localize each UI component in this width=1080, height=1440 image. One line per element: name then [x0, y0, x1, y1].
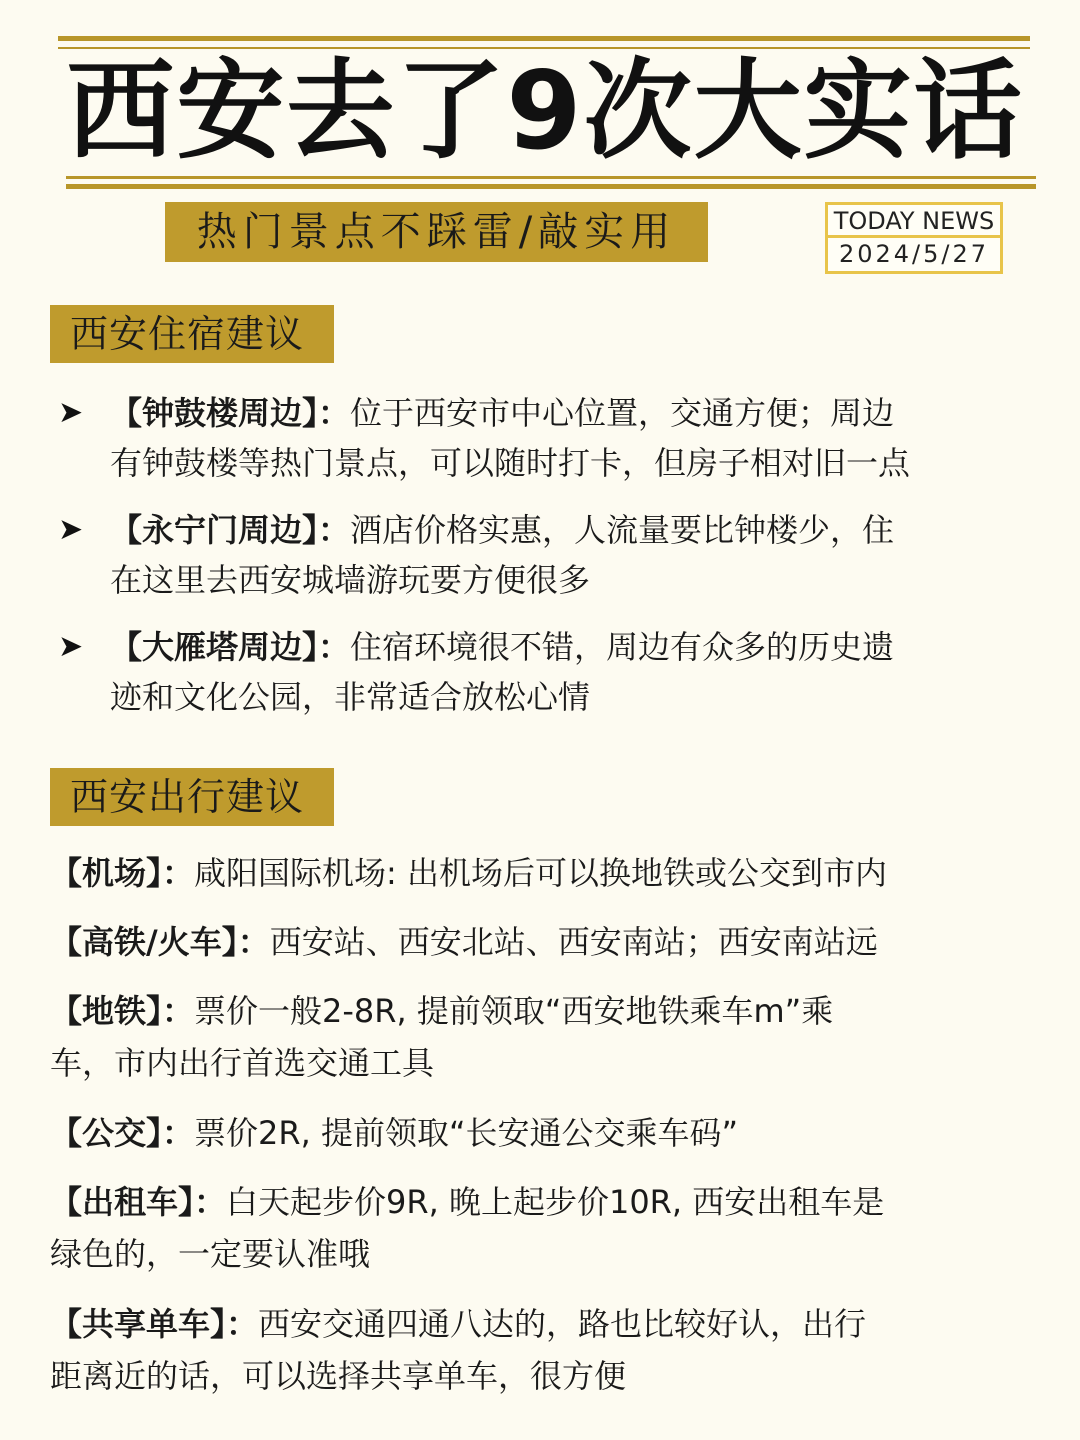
news-label: TODAY NEWS [828, 205, 1000, 238]
news-date: 2024/5/27 [838, 240, 990, 268]
arrow-bullet-icon: ➤ [58, 629, 84, 664]
transport-item-label: 【共享单车】： [50, 1305, 259, 1343]
transport-item-text: 咸阳国际机场: 出机场后可以换地铁或公交到市内 [194, 854, 887, 892]
section-heading-lodging: 西安住宿建议 [50, 305, 334, 363]
transport-item-text: 白天起步价9R, 晚上起步价10R, 西安出租车是 [226, 1183, 885, 1221]
section-heading-transport: 西安出行建议 [50, 768, 334, 826]
transport-item [50, 1298, 1025, 1402]
arrow-bullet-icon: ➤ [58, 395, 84, 430]
header-rule-bottom-thin [66, 176, 1036, 179]
page-title: 西安去了9次大实话 [66, 49, 1024, 174]
lodging-item [58, 505, 1018, 605]
transport-item-label: 【地铁】： [50, 992, 195, 1030]
lodging-item-text: 位于西安市中心位置，交通方便；周边 [350, 394, 895, 432]
transport-item-label: 【公交】： [50, 1114, 195, 1152]
lodging-item-text-cont: 在这里去西安城墙游玩要方便很多 [110, 561, 591, 599]
transport-item [50, 847, 1025, 899]
transport-item-text-cont: 距离近的话，可以选择共享单车，很方便 [50, 1357, 627, 1395]
transport-item [50, 1176, 1025, 1280]
transport-item [50, 1107, 1025, 1159]
transport-item-text-cont: 绿色的，一定要认准哦 [50, 1235, 371, 1273]
transport-item-text: 西安交通四通八达的，路也比较好认，出行 [258, 1305, 867, 1343]
lodging-item [58, 622, 1018, 722]
transport-item [50, 916, 1025, 968]
transport-item [50, 985, 1025, 1089]
today-news-box [825, 202, 1003, 274]
header-rule-bottom-thick [66, 184, 1036, 189]
transport-item-label: 【高铁/火车】： [50, 923, 270, 961]
transport-item-text-cont: 车，市内出行首选交通工具 [50, 1044, 435, 1082]
arrow-bullet-icon: ➤ [58, 512, 84, 547]
lodging-item-label: 【大雁塔周边】： [110, 628, 351, 666]
lodging-item-label: 【永宁门周边】： [110, 511, 351, 549]
lodging-item-text: 住宿环境很不错，周边有众多的历史遗 [350, 628, 895, 666]
lodging-item-text-cont: 迹和文化公园，非常适合放松心情 [110, 678, 591, 716]
lodging-item-text-cont: 有钟鼓楼等热门景点，可以随时打卡，但房子相对旧一点 [110, 444, 911, 482]
transport-item-label: 【出租车】： [50, 1183, 227, 1221]
transport-item-text: 票价一般2-8R, 提前领取“西安地铁乘车m”乘 [194, 992, 834, 1030]
lodging-item-text: 酒店价格实惠，人流量要比钟楼少，住 [350, 511, 895, 549]
transport-item-label: 【机场】： [50, 854, 195, 892]
header-rule-top-thick [58, 36, 1030, 41]
lodging-item [58, 388, 1018, 488]
transport-item-text: 西安站、西安北站、西安南站；西安南站远 [269, 923, 878, 961]
lodging-item-label: 【钟鼓楼周边】： [110, 394, 351, 432]
transport-item-text: 票价2R, 提前领取“长安通公交乘车码” [194, 1114, 739, 1152]
subtitle-banner: 热门景点不踩雷/敲实用 [165, 202, 708, 262]
